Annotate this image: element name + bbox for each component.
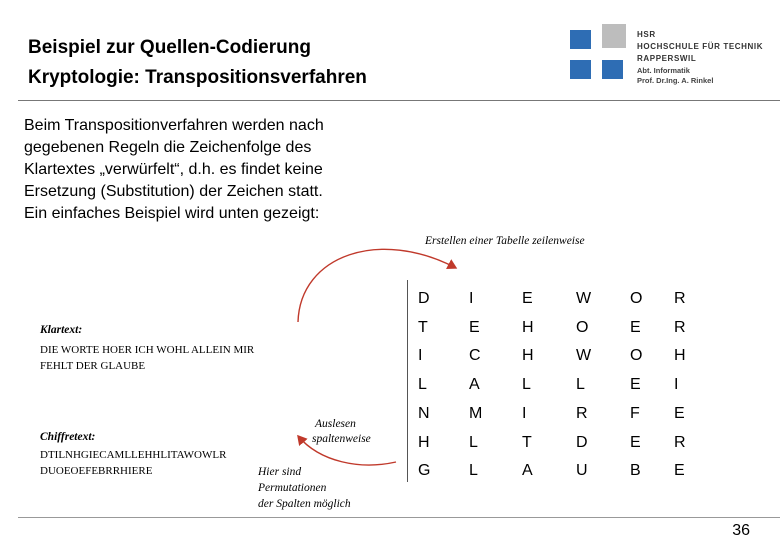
table-cell: E [522, 290, 533, 307]
table-cell: E [630, 433, 641, 451]
table-cell: R [674, 318, 686, 336]
hsr-line-2: HOCHSCHULE FÜR TECHNIK [637, 42, 764, 51]
chiffretext-label: Chiffretext: [40, 431, 96, 443]
table-divider [407, 280, 408, 482]
annotation-table-rowwise: Erstellen einer Tabelle zeilenweise [425, 235, 585, 247]
footer-divider [18, 517, 780, 518]
table-cell: I [674, 376, 679, 394]
professor: Prof. Dr.Ing. A. Rinkel [637, 76, 714, 85]
table-cell: A [469, 376, 480, 394]
table-cell: I [418, 347, 423, 365]
intro-line-3: Klartextes „verwürfelt“, d.h. es findet keine [24, 161, 323, 178]
table-cell: W [576, 347, 592, 365]
table-cell: E [674, 404, 685, 422]
table-cell: E [630, 318, 641, 336]
intro-line-1: Beim Transpositionverfahren werden nach [24, 117, 324, 134]
table-cell: L [576, 376, 585, 394]
intro-line-4: Ersetzung (Substitution) der Zeichen statt. [24, 183, 323, 200]
chiffretext-line-1: DTILNHGIECAMLLEHHLITAWOWLR [40, 449, 227, 461]
hsr-line-3: RAPPERSWIL [637, 54, 697, 63]
title-line-1: Beispiel zur Quellen-Codierung [28, 37, 311, 58]
annotation-perm-line-1: Hier sind [258, 466, 302, 478]
intro-line-5: Ein einfaches Beispiel wird unten gezeigt: [24, 205, 320, 222]
table-cell: I [522, 404, 527, 422]
table-cell: U [576, 462, 588, 480]
table-cell: E [469, 318, 480, 336]
table-cell: B [630, 462, 641, 480]
table-cell: N [418, 404, 430, 422]
annotation-perm-line-2: Permutationen [258, 482, 327, 494]
table-cell: W [576, 290, 592, 307]
annotation-read-line-1: Auslesen [315, 418, 356, 430]
table-cell: H [674, 347, 686, 365]
table-cell: L [469, 433, 478, 451]
table-cell: O [630, 347, 643, 365]
title-line-2: Kryptologie: Transpositionsverfahren [28, 67, 367, 88]
klartext-line-2: FEHLT DER GLAUBE [40, 360, 146, 372]
table-cell: G [418, 462, 431, 480]
annotation-perm-line-3: der Spalten möglich [258, 498, 351, 510]
table-cell: H [418, 433, 430, 451]
table-cell: D [418, 290, 430, 307]
table-cell: F [630, 404, 640, 422]
table-cell: H [522, 347, 534, 365]
table-cell: H [522, 318, 534, 336]
table-cell: L [469, 462, 478, 480]
intro-line-2: gegebenen Regeln die Zeichenfolge des [24, 139, 312, 156]
table-cell: O [576, 318, 589, 336]
hsr-line-1: HSR [637, 30, 656, 39]
klartext-label: Klartext: [40, 324, 83, 336]
annotation-read-line-2: spaltenweise [312, 433, 371, 445]
chiffretext-line-2: DUOEOEFEBRRHIERE [40, 465, 153, 477]
table-cell: R [576, 404, 588, 422]
table-cell: T [418, 318, 428, 336]
department: Abt. Informatik [637, 66, 690, 75]
table-cell: A [522, 462, 533, 480]
page-number: 36 [732, 522, 750, 539]
table-cell: E [630, 376, 641, 394]
table-cell: C [469, 347, 481, 365]
table-cell: L [418, 376, 427, 394]
table-cell: R [674, 433, 686, 451]
table-cell: R [674, 290, 686, 307]
table-cell: D [576, 433, 588, 451]
table-cell: O [630, 290, 643, 307]
klartext-line-1: DIE WORTE HOER ICH WOHL ALLEIN MIR [40, 344, 255, 356]
arrow-to-chiffretext [298, 436, 396, 465]
table-cell: I [469, 290, 474, 307]
table-cell: T [522, 433, 532, 451]
table-cell: M [469, 404, 483, 422]
table-cell: L [522, 376, 531, 394]
table-cell: E [674, 462, 685, 480]
